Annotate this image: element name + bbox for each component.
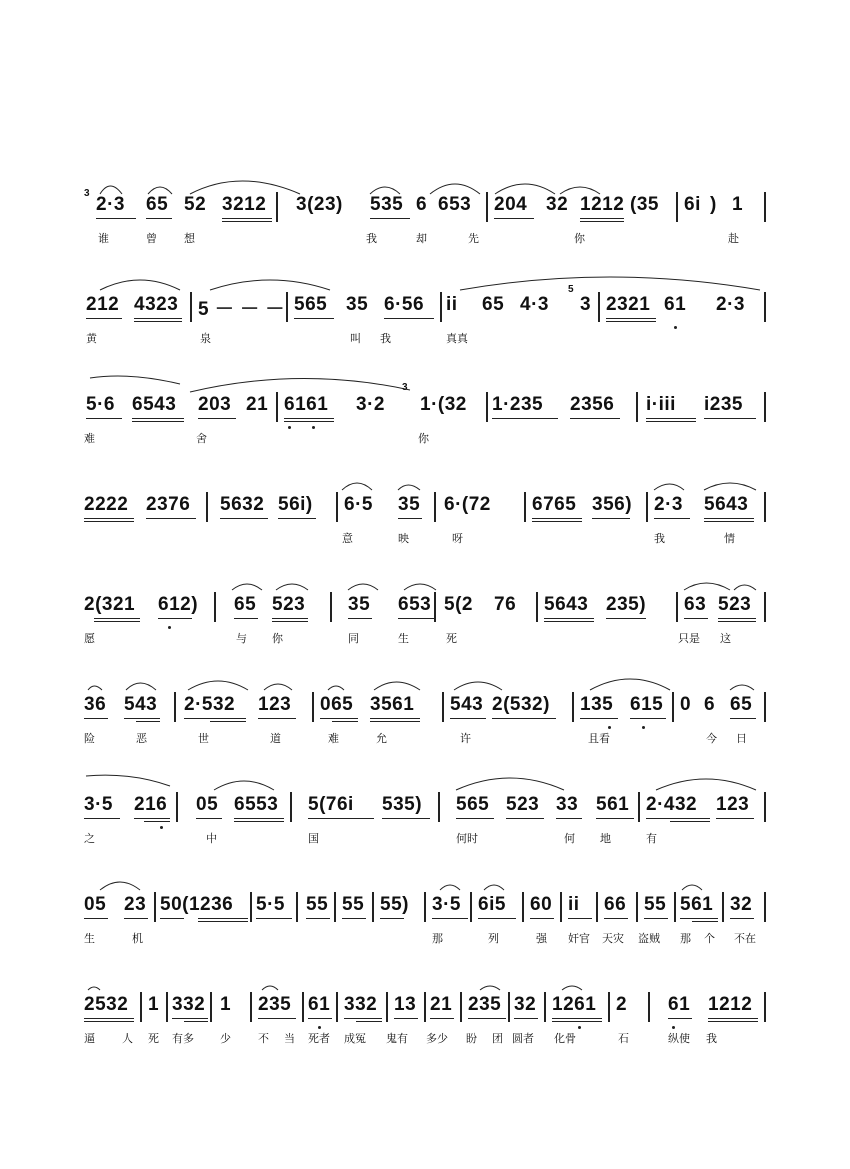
barline (486, 192, 488, 222)
note-group: 2532 (84, 994, 129, 1015)
note-group: 1212 (580, 194, 625, 215)
note-group: 523 (506, 794, 540, 815)
lyric-char: 真真 (446, 333, 468, 345)
barline (572, 692, 574, 722)
grace-note: 3 (84, 188, 90, 199)
note-group: 5(76i (308, 794, 354, 815)
note-group: 13 (394, 994, 417, 1015)
note-group: 05 (196, 794, 219, 815)
note-group: 356) (592, 494, 633, 515)
note-group: 65 (146, 194, 169, 215)
barline (646, 492, 648, 522)
barline (672, 692, 674, 722)
note-group: 6i (684, 194, 701, 215)
lyric-char: 道 (270, 733, 281, 745)
grace-note: 5 (568, 284, 574, 295)
note-group: 35 (346, 294, 369, 315)
lyric-char: 愿 (84, 633, 95, 645)
lyric-char: 今 (706, 733, 717, 745)
barline (648, 992, 650, 1022)
lyric-row (80, 330, 770, 350)
lyric-char: 想 (184, 233, 195, 245)
lyric-char: 死者 (308, 1033, 330, 1045)
note-group: 565 (456, 794, 490, 815)
note-group: 3·5 (84, 794, 113, 815)
barline (636, 392, 638, 422)
note-group: 21 (430, 994, 453, 1015)
note-group: 2356 (570, 394, 615, 415)
note-group: 61 (308, 994, 331, 1015)
barline (470, 892, 472, 922)
note-group: ii (568, 894, 580, 915)
lyric-char: 死 (148, 1033, 159, 1045)
note-group: 55 (342, 894, 365, 915)
lyric-char: 少 (220, 1033, 231, 1045)
note-group: 203 (198, 394, 232, 415)
note-group: 2·432 (646, 794, 698, 815)
note-group: 612) (158, 594, 199, 615)
note-group: 535 (370, 194, 404, 215)
barline (536, 592, 538, 622)
barline (290, 792, 292, 822)
note-group: 2·532 (184, 694, 236, 715)
lyric-char: 天灾 (602, 933, 624, 945)
lyric-char: 泉 (200, 333, 211, 345)
barline (438, 792, 440, 822)
note-group: 35 (398, 494, 421, 515)
lyric-char: 你 (272, 633, 283, 645)
barline (330, 592, 332, 622)
note-group: 1261 (552, 994, 597, 1015)
barline (434, 492, 436, 522)
barline (434, 592, 436, 622)
barline (276, 392, 278, 422)
note-group: 235 (258, 994, 292, 1015)
barline (560, 892, 562, 922)
note-group: 6·56 (384, 294, 425, 315)
note-group: 543 (450, 694, 484, 715)
note-group: 123 (716, 794, 750, 815)
lyric-char: 世 (198, 733, 209, 745)
lyric-char: 盗贼 (638, 933, 660, 945)
note-group: 3561 (370, 694, 415, 715)
barline (372, 892, 374, 922)
note-group: 653 (398, 594, 432, 615)
notation-row (80, 788, 770, 828)
note-group: 2·3 (654, 494, 683, 515)
note-group: 3 (580, 294, 592, 315)
note-group: 4·3 (520, 294, 549, 315)
note-group: 5 － － － (198, 299, 285, 320)
barline (764, 192, 766, 222)
note-group: 5(2 (444, 594, 473, 615)
note-group: 332 (172, 994, 206, 1015)
lyric-char: 强 (536, 933, 547, 945)
note-group: 565 (294, 294, 328, 315)
lyric-char: 之 (84, 833, 95, 845)
note-group: 216 (134, 794, 168, 815)
note-group: 6·5 (344, 494, 373, 515)
note-group: 135 (580, 694, 614, 715)
note-group: 6543 (132, 394, 177, 415)
lyric-char: 地 (600, 833, 611, 845)
barline (424, 992, 426, 1022)
lyric-row (80, 930, 770, 950)
note-group: 561 (596, 794, 630, 815)
note-group: 61 (668, 994, 691, 1015)
lyric-char: 纵使 (668, 1033, 690, 1045)
note-group: ii (446, 294, 458, 315)
lyric-char: 多少 (426, 1033, 448, 1045)
note-group: 653 (438, 194, 472, 215)
note-group: 05 (84, 894, 107, 915)
lyric-char: 且看 (588, 733, 610, 745)
note-group: 61 (664, 294, 687, 315)
lyric-char: 呀 (452, 533, 463, 545)
note-group: 1·235 (492, 394, 544, 415)
barline (154, 892, 156, 922)
note-group: 6553 (234, 794, 279, 815)
note-group: 212 (86, 294, 120, 315)
barline (442, 692, 444, 722)
barline (424, 892, 426, 922)
note-group: 66 (604, 894, 627, 915)
barline (334, 892, 336, 922)
note-group: 3(23) (296, 194, 343, 215)
barline (522, 892, 524, 922)
note-group: i·iii (646, 394, 676, 415)
notation-row (80, 888, 770, 928)
barline (764, 592, 766, 622)
note-group: 1 (732, 194, 744, 215)
score-line-6 (80, 688, 770, 758)
lyric-char: 那 (432, 933, 443, 945)
barline (440, 292, 442, 322)
lyric-char: 曾 (146, 233, 157, 245)
barline (544, 992, 546, 1022)
barline (676, 592, 678, 622)
note-group: 52 (184, 194, 207, 215)
barline (722, 892, 724, 922)
barline (486, 392, 488, 422)
lyric-char: 不 (258, 1033, 269, 1045)
note-group: 535) (382, 794, 423, 815)
note-group: 35 (348, 594, 371, 615)
lyric-char: 映 (398, 533, 409, 545)
lyric-char: 舍 (196, 433, 207, 445)
lyric-char: 列 (488, 933, 499, 945)
lyric-char: 何 (564, 833, 575, 845)
barline (336, 492, 338, 522)
barline (176, 792, 178, 822)
score-line-8 (80, 888, 770, 958)
lyric-char: 意 (342, 533, 353, 545)
lyric-row (80, 530, 770, 550)
notation-row (80, 288, 770, 328)
lyric-char: 我 (706, 1033, 717, 1045)
note-group: 2 (616, 994, 628, 1015)
note-group: 55 (306, 894, 329, 915)
note-group: 1212 (708, 994, 753, 1015)
lyric-row (80, 230, 770, 250)
note-group: 50(1236 (160, 894, 234, 915)
note-group: 33 (556, 794, 579, 815)
note-group: 543 (124, 694, 158, 715)
lyric-char: 黄 (86, 333, 97, 345)
lyric-char: 只是 (678, 633, 700, 645)
lyric-char: 日 (736, 733, 747, 745)
notation-row (80, 388, 770, 428)
note-group: 2376 (146, 494, 191, 515)
note-group: 65 (482, 294, 505, 315)
lyric-char: 圆者 (512, 1033, 534, 1045)
notation-row (80, 488, 770, 528)
note-group: 65 (234, 594, 257, 615)
lyric-char: 却 (416, 233, 427, 245)
lyric-char: 中 (206, 833, 217, 845)
note-group: 6·(72 (444, 494, 491, 515)
note-group: i235 (704, 394, 743, 415)
barline (508, 992, 510, 1022)
lyric-char: 生 (398, 633, 409, 645)
lyric-char: 石 (618, 1033, 629, 1045)
barline (598, 292, 600, 322)
note-group: 2(321 (84, 594, 136, 615)
note-group: 21 (246, 394, 269, 415)
barline (214, 592, 216, 622)
barline (276, 192, 278, 222)
barline (676, 192, 678, 222)
barline (166, 992, 168, 1022)
barline (210, 992, 212, 1022)
notation-row (80, 988, 770, 1028)
barline (674, 892, 676, 922)
lyric-char: 你 (574, 233, 585, 245)
lyric-char: 国 (308, 833, 319, 845)
note-group: ) (710, 194, 717, 215)
barline (596, 892, 598, 922)
note-group: 2222 (84, 494, 129, 515)
note-group: 3·2 (356, 394, 385, 415)
note-group: 065 (320, 694, 354, 715)
barline (764, 692, 766, 722)
note-group: 5632 (220, 494, 265, 515)
barline (190, 292, 192, 322)
notation-row (80, 588, 770, 628)
lyric-char: 先 (468, 233, 479, 245)
note-group: 0 (680, 694, 692, 715)
lyric-char: 成冤 (344, 1033, 366, 1045)
score-line-1 (80, 188, 770, 258)
lyric-char: 同 (348, 633, 359, 645)
note-group: 5·5 (256, 894, 285, 915)
lyric-char: 情 (724, 533, 735, 545)
note-group: 561 (680, 894, 714, 915)
note-group: 56i) (278, 494, 313, 515)
lyric-char: 那 (680, 933, 691, 945)
barline (764, 292, 766, 322)
lyric-char: 谁 (98, 233, 109, 245)
score-line-2 (80, 284, 770, 358)
barline (460, 992, 462, 1022)
score-line-9 (80, 988, 770, 1058)
lyric-char: 难 (84, 433, 95, 445)
barline (296, 892, 298, 922)
barline (764, 892, 766, 922)
note-group: 204 (494, 194, 528, 215)
note-group: 235) (606, 594, 647, 615)
lyric-char: 难 (328, 733, 339, 745)
lyric-char: 恶 (136, 733, 147, 745)
barline (336, 992, 338, 1022)
score-line-4 (80, 488, 770, 558)
lyric-char: 我 (380, 333, 391, 345)
lyric-char: 化骨 (554, 1033, 576, 1045)
note-group: 2(532) (492, 694, 550, 715)
lyric-char: 许 (460, 733, 471, 745)
barline (386, 992, 388, 1022)
lyric-char: 叫 (350, 333, 361, 345)
lyric-char: 你 (418, 433, 429, 445)
note-group: 65 (730, 694, 753, 715)
note-group: 3·5 (432, 894, 461, 915)
note-group: 36 (84, 694, 107, 715)
lyric-row (80, 430, 770, 450)
lyric-char: 盼 (466, 1033, 477, 1045)
note-group: 332 (344, 994, 378, 1015)
note-group: 3212 (222, 194, 267, 215)
barline (608, 992, 610, 1022)
note-group: 63 (684, 594, 707, 615)
lyric-row (80, 1030, 770, 1050)
notation-row (80, 188, 770, 228)
lyric-char: 有多 (172, 1033, 194, 1045)
note-group: 6 (416, 194, 428, 215)
note-group: 235 (468, 994, 502, 1015)
lyric-char: 有 (646, 833, 657, 845)
barline (764, 392, 766, 422)
note-group: 76 (494, 594, 517, 615)
lyric-char: 生 (84, 933, 95, 945)
barline (302, 992, 304, 1022)
lyric-char: 团 (492, 1033, 503, 1045)
grace-note: 3 (402, 382, 408, 393)
note-group: 32 (546, 194, 569, 215)
note-group: 523 (272, 594, 306, 615)
lyric-char: 允 (376, 733, 387, 745)
note-group: 60 (530, 894, 553, 915)
lyric-char: 逼 (84, 1033, 95, 1045)
barline (312, 692, 314, 722)
barline (250, 892, 252, 922)
lyric-row (80, 630, 770, 650)
score-line-7 (80, 788, 770, 858)
barline (286, 292, 288, 322)
barline (524, 492, 526, 522)
note-group: 6i5 (478, 894, 506, 915)
score-line-5 (80, 588, 770, 658)
lyric-char: 机 (132, 933, 143, 945)
barline (140, 992, 142, 1022)
barline (250, 992, 252, 1022)
lyric-char: 死 (446, 633, 457, 645)
note-group: 5643 (704, 494, 749, 515)
score-line-3 (80, 382, 770, 458)
note-group: 32 (730, 894, 753, 915)
lyric-char: 我 (654, 533, 665, 545)
lyric-char: 鬼有 (386, 1033, 408, 1045)
note-group: 1 (220, 994, 232, 1015)
lyric-row (80, 730, 770, 750)
lyric-char: 赴 (728, 233, 739, 245)
note-group: 1·(32 (420, 394, 467, 415)
lyric-char: 人 (122, 1033, 133, 1045)
barline (636, 892, 638, 922)
note-group: 4323 (134, 294, 179, 315)
lyric-row (80, 830, 770, 850)
barline (764, 492, 766, 522)
note-group: 2·3 (96, 194, 125, 215)
lyric-char: 何时 (456, 833, 478, 845)
note-group: 2·3 (716, 294, 745, 315)
note-group: 23 (124, 894, 147, 915)
lyric-char: 险 (84, 733, 95, 745)
note-group: 6765 (532, 494, 577, 515)
note-group: 1 (148, 994, 160, 1015)
note-group: (35 (630, 194, 659, 215)
note-group: 2321 (606, 294, 651, 315)
barline (206, 492, 208, 522)
lyric-char: 与 (236, 633, 247, 645)
lyric-char: 个 (704, 933, 715, 945)
barline (764, 992, 766, 1022)
notation-row (80, 688, 770, 728)
lyric-char: 不在 (734, 933, 756, 945)
note-group: 6161 (284, 394, 329, 415)
note-group: 5·6 (86, 394, 115, 415)
lyric-char: 这 (720, 633, 731, 645)
lyric-char: 当 (284, 1033, 295, 1045)
note-group: 615 (630, 694, 664, 715)
barline (174, 692, 176, 722)
note-group: 123 (258, 694, 292, 715)
note-group: 523 (718, 594, 752, 615)
barline (764, 792, 766, 822)
note-group: 32 (514, 994, 537, 1015)
barline (638, 792, 640, 822)
note-group: 55) (380, 894, 409, 915)
note-group: 5643 (544, 594, 589, 615)
note-group: 55 (644, 894, 667, 915)
lyric-char: 奸官 (568, 933, 590, 945)
lyric-char: 我 (366, 233, 377, 245)
note-group: 6 (704, 694, 716, 715)
